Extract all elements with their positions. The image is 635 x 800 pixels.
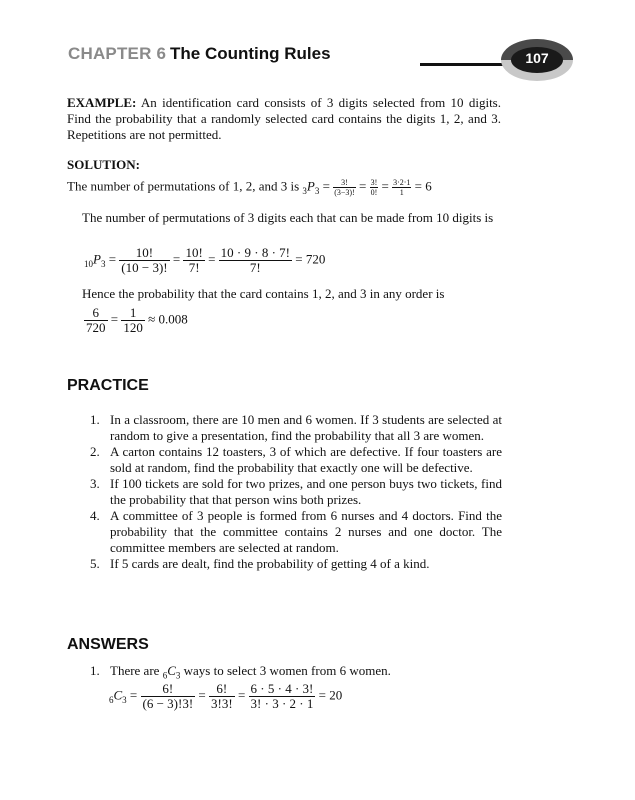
answer-sym-sub: 3 [175, 670, 181, 681]
example-block [67, 95, 501, 143]
eq2-lhs-pre: 10 [84, 259, 93, 270]
practice-item: 3. If 100 tickets are sold for two prizes, and one person buys two tickets, find the probability that that person wins both prizes. [90, 476, 502, 507]
example-label: EXAMPLE: [67, 95, 137, 110]
solution-line2: The number of permutations of 3 digits each that can be made from 10 digits is [82, 210, 494, 225]
example-text: An identification card consists of 3 digits selected from 10 digits. Find the probability that a randomly selected card contains the digits 1, 2, and 3. Repetitions are not permitted. [67, 95, 501, 142]
ans-eq-frac1: $\frac{6!}{(6 - 3)!3!}$ [142, 681, 194, 711]
ans-eq-result: = 20 [318, 687, 343, 703]
answer-item-1-pre: There are [110, 663, 160, 678]
line1-frac2: $\frac{3!}{0!}$ [370, 178, 378, 197]
eq2-lhs-sub: 3 [100, 259, 106, 270]
page-number: 107 [525, 50, 549, 66]
practice-heading: PRACTICE [67, 377, 149, 394]
eq3-frac2: $\frac{1}{120}$ [123, 305, 143, 335]
eq2-frac3: $\frac{10 \cdot 9 \cdot 8 \cdot 7!}{7!}$ [220, 245, 290, 275]
answers-heading: ANSWERS [67, 636, 149, 653]
chapter-title: The Counting Rules [170, 44, 331, 63]
eq2-result: = 720 [295, 251, 326, 267]
header-rule [420, 63, 510, 66]
eq2-lhs-var: P [93, 251, 101, 267]
practice-list [90, 412, 502, 572]
practice-item: 2. A carton contains 12 toasters, 3 of which are defective. If four toasters are sold at random, find the probability that exactly one will be defective. [90, 444, 502, 475]
line1-result: = 6 [414, 178, 432, 194]
answer-item-1-num: 1. [90, 663, 100, 678]
practice-item: 5. If 5 cards are dealt, find the probability of getting 4 of a kind. [90, 556, 430, 571]
solution-line1-text: The number of permutations of 1, 2, and 3 is [67, 178, 300, 194]
eq3-result: ≈ 0.008 [148, 311, 188, 327]
answer-sym-pre: 6 [162, 670, 168, 681]
equation-10P3: $_{10}P_3$ = $\frac{10!}{(10 - 3)!}$ = $\frac{10!}{7!}$ = $\frac{10 \cdot 9 \cdot 8 \cdot 7!}{7!}$ = 720 [84, 245, 326, 275]
practice-item: 1. In a classroom, there are 10 men and 6 women. If 3 students are selected at random to give a presentation, find the probability that all 3 are women. [90, 412, 502, 443]
answer-item-1-post: ways to select 3 women from 6 women. [183, 663, 391, 678]
equation-probability: $\frac{6}{720}$ = $\frac{1}{120}$ ≈ 0.008 [86, 305, 188, 335]
ans-eq-lhs-sub: 3 [122, 695, 127, 706]
eq2-frac2: $\frac{10!}{7!}$ [185, 245, 203, 275]
equation-6C3: $_6C_3$ = $\frac{6!}{(6 - 3)!3!}$ = $\frac{6!}{3!3!}$ = $\frac{6 \cdot 5 \cdot 4 \cdot 3!}{3! \cdot 3 \cdot 2 \cdot 1}$ = 20 [109, 681, 343, 711]
ans-eq-frac2: $\frac{6!}{3!3!}$ [211, 681, 233, 711]
line1-lhs-sub: 3 [314, 186, 320, 197]
line1-frac1: $\frac{3!}{(3-3)!}$ [334, 178, 355, 197]
chapter-label: CHAPTER 6 [68, 44, 167, 63]
line1-lhs-var: P [306, 178, 315, 194]
answer-sym: C [167, 663, 176, 678]
line1-lhs-pre: 3 [302, 186, 307, 197]
practice-item: 4. A committee of 3 people is formed from 6 nurses and 4 doctors. Find the probability that the committee contains 2 nurses and one doctor. The committee members are selected at random. [90, 508, 502, 555]
ans-eq-frac3: $\frac{6 \cdot 5 \cdot 4 \cdot 3!}{3! \cdot 3 \cdot 2 \cdot 1}$ [250, 681, 314, 711]
eq3-frac1: $\frac{6}{720}$ [86, 305, 106, 335]
line1-frac3: $\frac{3\cdot 2\cdot 1}{1}$ [393, 178, 411, 197]
ans-eq-lhs-pre: 6 [109, 695, 114, 706]
eq2-frac1: $\frac{10!}{(10 - 3)!}$ [121, 245, 168, 275]
answer-item-1 [90, 663, 502, 679]
solution-line3: Hence the probability that the card contains 1, 2, and 3 in any order is [82, 286, 445, 301]
solution-label: SOLUTION: [67, 157, 140, 172]
solution-line1: The number of permutations of 1, 2, and 3 is $_3P_3$ = $\frac{3!}{(3-3)!}$ = $\frac{3!}{0!}$ = $\frac{3\cdot 2\cdot 1}{1}$ = 6 [67, 178, 432, 197]
ans-eq-lhs-var: C [113, 687, 123, 703]
